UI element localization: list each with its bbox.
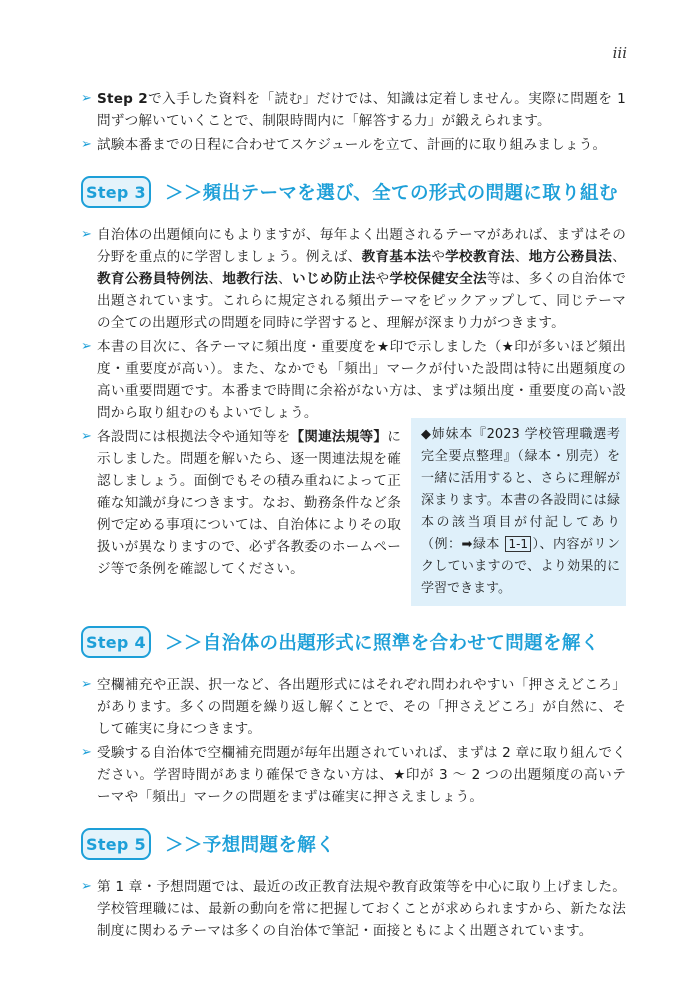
step-badge: Step 4: [81, 626, 151, 658]
step-title: ＞＞頻出テーマを選び、全ての形式の問題に取り組む: [165, 183, 618, 204]
step-badge: Step 3: [81, 176, 151, 208]
main-content: [81, 88, 626, 942]
step-title: ＞＞自治体の出題形式に照準を合わせて問題を解く: [165, 633, 600, 654]
arrow-bullet-icon: ➢: [81, 227, 93, 242]
step-title: ＞＞予想問題を解く: [165, 835, 336, 856]
arrow-bullet-icon: ➢: [81, 677, 93, 692]
arrow-bullet-icon: ➢: [81, 339, 93, 354]
list-item: ➢ 各設問には根拠法令や通知等を【関連法規等】に示しました。問題を解いたら、逐一関連法規を確認しましょう。面倒でもその積み重ねによって正確な知識が身につきます。なお、勤務条件など条例で定める事項については、自治体によりその取扱いが異なりますので、必ず各教委のホームページ等で条例を確認してください。: [81, 426, 401, 580]
step-5-heading: [81, 826, 626, 862]
step-4-heading: [81, 624, 626, 660]
arrow-bullet-icon: ➢: [81, 137, 93, 152]
list-item: ➢ Step 2で入手した資料を「読む」だけでは、知識は定着しません。実際に問題を 1 問ずつ解いていくことで、制限時間内に「解答する力」が鍛えられます。: [81, 88, 626, 132]
list-item: ➢ 第 1 章・予想問題では、最近の改正教育法規や教育政策等を中心に取り上げました。学校管理職には、最新の動向を常に把握しておくことが求められますから、新たな法制度に関わるテーマは多くの自治体で筆記・面接ともによく出題されています。: [81, 876, 626, 942]
step-3-heading: [81, 174, 626, 210]
list-item: ➢ 空欄補充や正誤、択一など、各出題形式にはそれぞれ問われやすい「押さえどころ」があります。多くの問題を繰り返し解くことで、その「押さえどころ」が自然に、そして確実に身につきます。: [81, 674, 626, 740]
arrow-bullet-icon: ➢: [81, 429, 93, 444]
list-item: ➢ 自治体の出題傾向にもよりますが、毎年よく出題されるテーマがあれば、まずはその分野を重点的に学習しましょう。例えば、教育基本法や学校教育法、地方公務員法、教育公務員特例法、地教行法、いじめ防止法や学校保健安全法等は、多くの自治体で出題されています。これらに規定される頻出テーマをピックアップして、同じテーマの全ての出題形式の問題を同時に学習すると、理解が深まり力がつきます。: [81, 224, 626, 334]
list-item: ➢ 受験する自治体で空欄補充問題が毎年出題されていれば、まずは 2 章に取り組んでください。学習時間があまり確保できない方は、★印が 3 ～ 2 つの出題頻度の高いテーマや「頻出」マークの問題をまずは確実に押さえましょう。: [81, 742, 626, 808]
arrow-bullet-icon: ➢: [81, 91, 93, 106]
sister-book-note: ◆姉妹本『2023 学校管理職選考 完全要点整理』（緑本・別売）を一緒に活用すると、さらに理解が深まります。本書の各設問には緑本の該当項目が付記してあり（例：➡緑本 1-1 ）、内容がリンクしていますので、より効果的に学習できます。: [411, 418, 626, 606]
arrow-bullet-icon: ➢: [81, 745, 93, 760]
list-item: ➢ 試験本番までの日程に合わせてスケジュールを立て、計画的に取り組みましょう。: [81, 134, 626, 156]
list-item: ➢ 本書の目次に、各テーマに頻出度・重要度を★印で示しました（★印が多いほど頻出度・重要度が高い）。また、なかでも「頻出」マークが付いた設問は特に出題頻度の高い重要問題です。本番まで時間に余裕がない方は、まずは頻出度・重要度の高い設問から取り組むのもよいでしょう。: [81, 336, 626, 424]
step-badge: Step 5: [81, 828, 151, 860]
page-number: iii: [612, 44, 627, 62]
step-ref: Step 2: [97, 91, 148, 107]
reference-box: 1-1: [505, 536, 531, 552]
bullet-with-note: [81, 426, 626, 606]
arrow-bullet-icon: ➢: [81, 879, 93, 894]
